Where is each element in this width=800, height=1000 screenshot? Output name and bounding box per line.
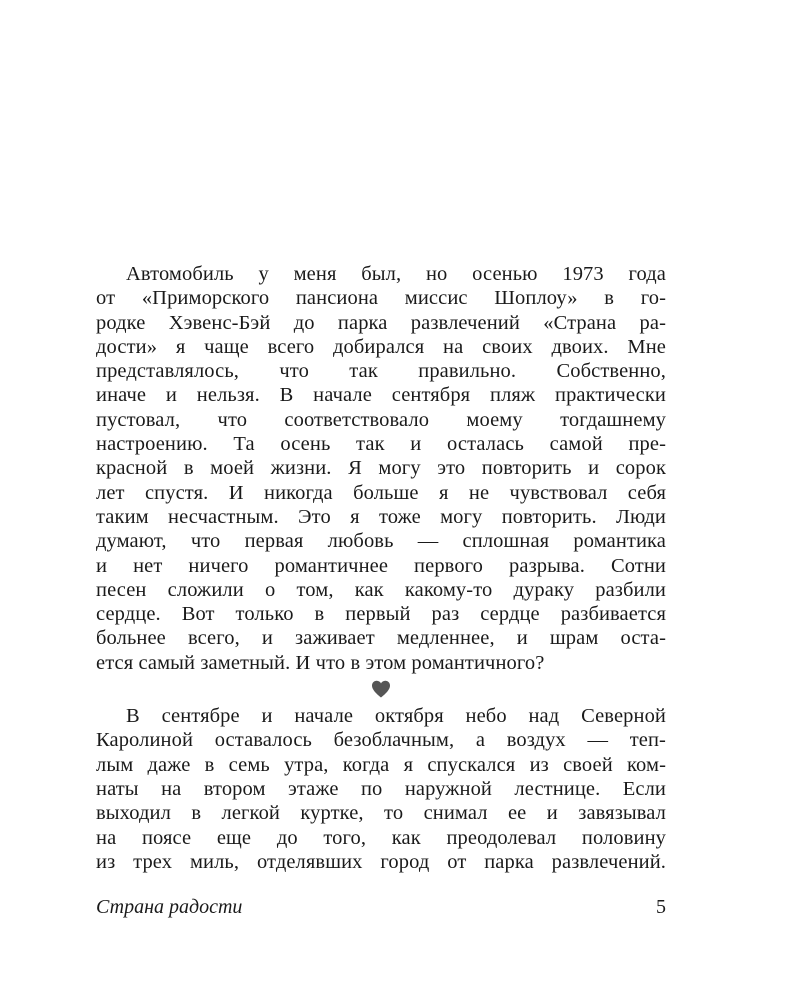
text-line: ется самый заметный. И что в этом романтичного? bbox=[96, 651, 545, 674]
text-line: и нет ничего романтичнее первого разрыва. Сотни bbox=[96, 554, 666, 577]
section-divider bbox=[96, 675, 666, 703]
text-line: красной в моей жизни. Я могу это повторить и сорок bbox=[96, 457, 666, 480]
text-line: родке Хэвенс-Бэй до парка развлечений «Страна ра- bbox=[96, 311, 666, 334]
text-line: иначе и нельзя. В начале сентября пляж практически bbox=[96, 384, 666, 407]
text-line: настроению. Та осень так и осталась самой пре- bbox=[96, 433, 666, 456]
heart-icon bbox=[371, 680, 391, 698]
text-line: думают, что первая любовь — сплошная романтика bbox=[96, 530, 666, 553]
text-line: наты на втором этаже по наружной лестнице. Если bbox=[96, 777, 666, 800]
text-line: на поясе еще до того, как преодолевал половину bbox=[96, 826, 666, 849]
paragraph-2 bbox=[96, 704, 666, 874]
text-line: сердце. Вот только в первый раз сердце разбивается bbox=[96, 603, 666, 626]
text-line: В сентябре и начале октября небо над Северной bbox=[126, 705, 666, 728]
paragraph-1 bbox=[96, 262, 666, 675]
text-line: представлялось, что так правильно. Собственно, bbox=[96, 360, 666, 383]
text-line: лым даже в семь утра, когда я спускался из своей ком- bbox=[96, 753, 666, 776]
text-line: дости» я чаще всего добирался на своих двоих. Мне bbox=[96, 335, 666, 358]
text-line: Автомобиль у меня был, но осенью 1973 года bbox=[126, 263, 666, 285]
text-line: песен сложили о том, как какому-то дураку разбили bbox=[96, 578, 666, 601]
text-line: выходил в легкой куртке, то снимал ее и завязывал bbox=[96, 802, 666, 825]
text-line: больнее всего, и заживает медленнее, и шрам оста- bbox=[96, 627, 666, 650]
page-body bbox=[96, 262, 666, 874]
text-line: таким несчастным. Это я тоже могу повторить. Люди bbox=[96, 505, 666, 528]
running-title: Страна радости bbox=[96, 896, 243, 918]
page-footer bbox=[96, 896, 666, 922]
text-line: от «Приморского пансиона миссис Шоплоу» в го- bbox=[96, 287, 666, 310]
text-line: из трех миль, отделявших город от парка развлечений. bbox=[96, 850, 666, 873]
text-line: пустовал, что соответствовало моему тогдашнему bbox=[96, 408, 666, 431]
text-line: Каролиной оставалось безоблачным, а воздух — теп- bbox=[96, 729, 666, 752]
text-line: лет спустя. И никогда больше я не чувствовал себя bbox=[96, 481, 666, 504]
page-number: 5 bbox=[656, 896, 666, 918]
